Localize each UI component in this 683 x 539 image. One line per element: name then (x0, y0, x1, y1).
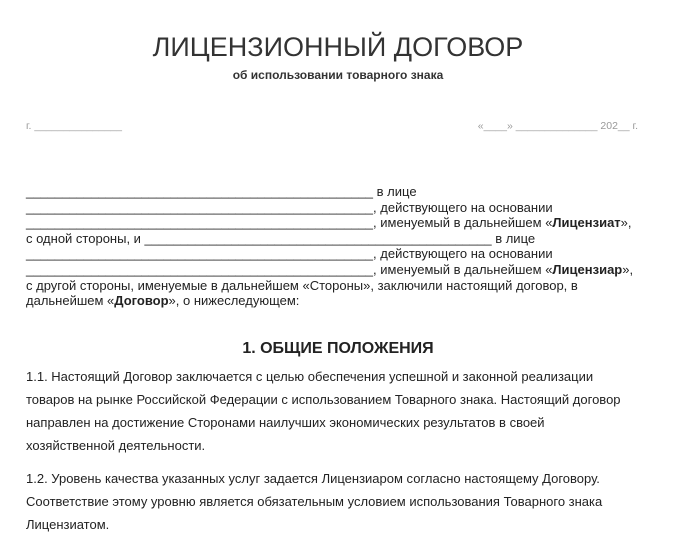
parties-line (26, 215, 633, 231)
party-blank: ________________________________________________ (26, 261, 374, 277)
parties-text: дальнейшем « (26, 293, 115, 309)
parties-text: , именуемый в дальнейшем « (373, 215, 553, 231)
party-blank: ________________________________________________ (26, 199, 374, 215)
clause-1-2 (26, 467, 656, 536)
clause-line: 1.2. Уровень качества указанных услуг задается Лицензиаром согласно настоящему Договору. (26, 471, 600, 486)
clause-line: направлен на достижение Сторонами наилучших экономических результатов в своей (26, 415, 545, 430)
parties-line (26, 293, 633, 309)
parties-text: в лице (491, 230, 536, 246)
parties-line (26, 200, 633, 216)
parties-text: », (620, 215, 632, 231)
date-field: «____» ______________ 202__ г. (477, 120, 638, 132)
parties-text: , действующего на основании (373, 246, 553, 262)
parties-text: », (622, 261, 634, 277)
parties-line (26, 231, 633, 247)
clause-1-1 (26, 365, 656, 457)
document-subtitle: об использовании товарного знака (232, 68, 444, 82)
parties-text: , именуемый в дальнейшем « (373, 261, 553, 277)
place-field: г. _______________ (26, 120, 122, 132)
clause-line: Лицензиатом. (26, 517, 110, 532)
term-licensor: Лицензиар (552, 261, 623, 277)
clause-line: хозяйственной деятельности. (26, 438, 206, 453)
parties-text: , действующего на основании (373, 199, 553, 215)
term-contract: Договор (114, 293, 169, 309)
party-blank: ________________________________________________ (26, 246, 374, 262)
parties-text: с одной стороны, и (26, 230, 145, 246)
parties-text: с другой стороны, именуемые в дальнейшем «Стороны», заключили настоящий договор, в (26, 277, 578, 293)
parties-text: в лице (373, 184, 417, 199)
clause-line: Соответствие этому уровню является обязательным условием использования Товарного знака (26, 494, 603, 509)
parties-text: », о нижеследующем: (168, 293, 300, 309)
document-title: ЛИЦЕНЗИОННЫЙ ДОГОВОР (152, 32, 524, 62)
party-blank: ________________________________________________ (26, 184, 374, 199)
party-blank: ________________________________________________ (144, 230, 492, 246)
parties-line (26, 262, 633, 278)
parties-line (26, 278, 633, 294)
parties-line (26, 246, 633, 262)
section-heading: 1. ОБЩИЕ ПОЛОЖЕНИЯ (242, 340, 434, 357)
clause-line: товаров на рынке Российской Федерации с использованием Товарного знака. Настоящий договор (26, 392, 621, 407)
term-licensee: Лицензиат (552, 215, 621, 231)
parties-line (26, 184, 633, 200)
parties-block (26, 184, 633, 309)
party-blank: ________________________________________________ (26, 215, 374, 231)
clause-line: 1.1. Настоящий Договор заключается с целью обеспечения успешной и законной реализации (26, 369, 594, 384)
